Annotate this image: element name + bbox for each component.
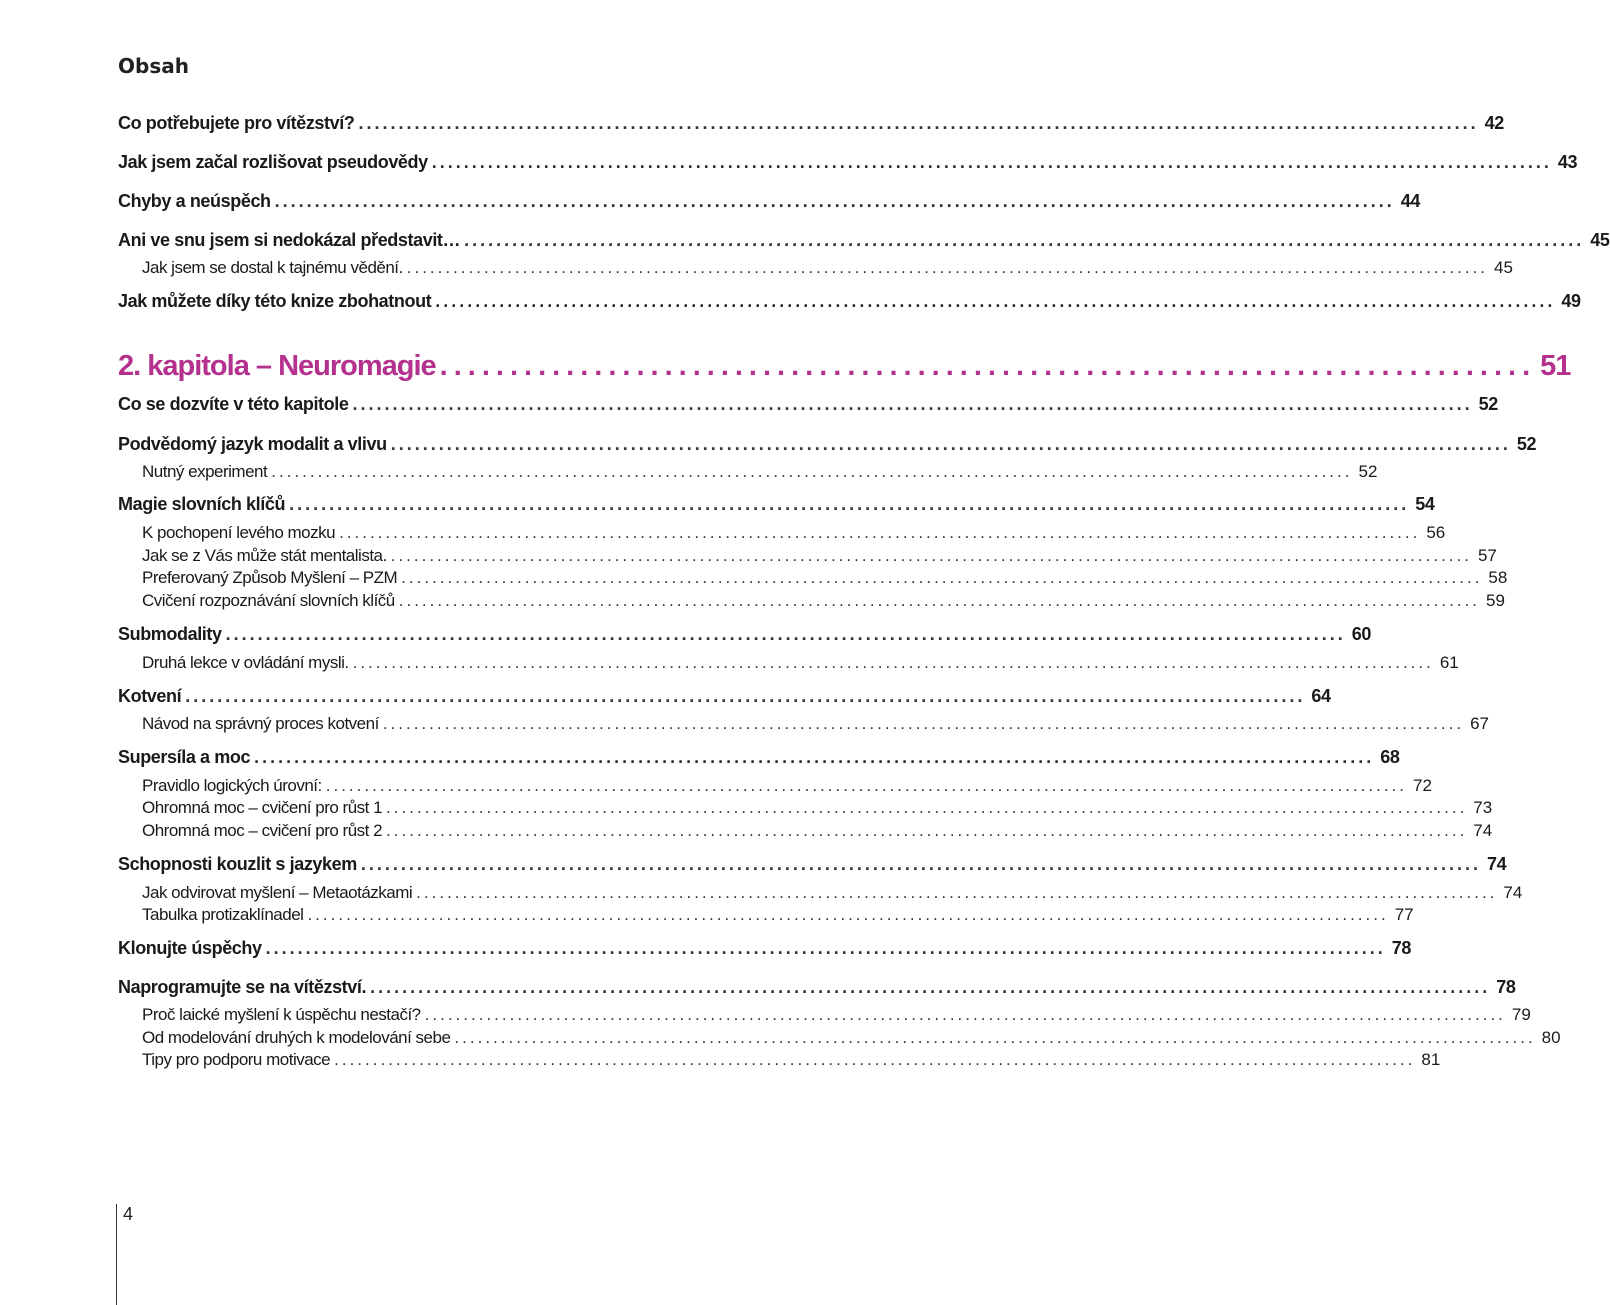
toc-entry-title: Druhá lekce v ovládání mysli. — [142, 653, 349, 672]
toc-entry[interactable] — [118, 394, 1498, 415]
toc-entry[interactable] — [118, 152, 1578, 173]
dot-leader: ............................................................................................................................................ — [225, 624, 1346, 644]
dot-leader: ............................................................................................................................................ — [274, 191, 1395, 211]
toc-entry-title: Chyby a neúspěch — [118, 191, 271, 211]
toc-entry-title: Cvičení rozpoznávání slovních klíčů — [142, 591, 395, 610]
toc-entry-page: 81 — [1421, 1050, 1441, 1069]
toc-entry-title: Jak odvirovat myšlení – Metaotázkami — [142, 883, 413, 902]
toc-chapter-page: 51 — [1540, 350, 1571, 382]
dot-leader: ............................................................................................................................................ — [464, 230, 1585, 250]
page-number: 4 — [123, 1204, 134, 1224]
dot-leader: ............................................................................................................................................ — [325, 776, 1408, 795]
toc-subentry[interactable] — [142, 258, 1513, 278]
toc-entry-title: Tabulka protizaklínadel — [142, 905, 304, 924]
toc-entry-title: Jak jsem začal rozlišovat pseudovědy — [118, 152, 428, 172]
toc-entry-title: Schopnosti kouzlit s jazykem — [118, 854, 357, 874]
dot-leader: ............................................................................................................................................ — [454, 1028, 1536, 1047]
toc-entry-page: 78 — [1391, 938, 1411, 958]
toc-entry-page: 74 — [1503, 883, 1523, 902]
toc-entry[interactable] — [118, 977, 1516, 998]
toc-entry-title: Ohromná moc – cvičení pro růst 1 — [142, 798, 383, 817]
toc-entry[interactable] — [118, 624, 1371, 645]
dot-leader: ............................................................................................................................................ — [271, 462, 1353, 481]
toc-entry-title: Co potřebujete pro vítězství? — [118, 113, 355, 133]
toc-entry[interactable] — [118, 230, 1610, 251]
dot-leader: ............................................................................................................................................ — [185, 686, 1306, 706]
toc-entry-page: 45 — [1590, 230, 1610, 250]
toc-entry-title: Jak se z Vás může stát mentalista. — [142, 546, 387, 565]
toc-entry-title: Preferovaný Způsob Myšlení – PZM — [142, 568, 398, 587]
toc-entry-page: 64 — [1311, 686, 1331, 706]
toc-chapter-heading[interactable] — [118, 350, 1571, 383]
toc-entry-title: Naprogramujte se na vítězství. — [118, 977, 367, 997]
toc-entry-title: Tipy pro podporu motivace — [142, 1050, 331, 1069]
dot-leader: ............................................................................................................................................ — [431, 152, 1552, 172]
toc-entry-title: Co se dozvíte v této kapitole — [118, 394, 349, 414]
toc-entry-page: 49 — [1561, 291, 1581, 311]
toc-subentry[interactable] — [142, 1050, 1441, 1070]
toc-chapter-title: 2. kapitola – Neuromagie — [118, 350, 436, 382]
toc-subentry[interactable] — [142, 1028, 1561, 1048]
dot-leader: ............................................................................................................................................ — [386, 798, 1468, 817]
dot-leader: ............................................................................................................................................ — [352, 394, 1473, 414]
toc-entry-page: 79 — [1511, 1005, 1531, 1024]
toc-entry[interactable] — [118, 113, 1504, 134]
dot-leader: ............................................................................................................................................ — [307, 905, 1389, 924]
toc-heading: Obsah — [118, 54, 189, 78]
toc-subentry[interactable] — [142, 462, 1378, 482]
toc-entry-page: 59 — [1486, 591, 1505, 610]
dot-leader: ............................................................................................................................................ — [416, 883, 1498, 902]
toc-entry-page: 44 — [1400, 191, 1421, 211]
toc-entry-page: 73 — [1473, 798, 1493, 817]
dot-leader: ............................................................................................................................................ — [398, 591, 1480, 610]
dot-leader: ............................................................................................................................................ — [352, 653, 1434, 672]
toc-entry-title: Pravidlo logických úrovní: — [142, 776, 322, 795]
toc-entry-title: Od modelování druhých k modelování sebe — [142, 1028, 451, 1047]
dot-leader: ............................................................................................................................................ — [370, 977, 1491, 997]
toc-entry-title: Jak můžete díky této knize zbohatnout — [118, 291, 432, 311]
toc-entry-title: Nutný experiment — [142, 462, 268, 481]
dot-leader: ............................................................................................................................................ — [334, 1050, 1416, 1069]
toc-entry-page: 45 — [1494, 258, 1513, 277]
toc-subentry[interactable] — [142, 776, 1432, 796]
dot-leader: ............................................................................................................................................ — [360, 854, 1481, 874]
dot-leader: ............................................................................................................................................ — [254, 747, 1375, 767]
dot-leader: ............................................................................................................................................ — [386, 821, 1468, 840]
dot-leader: ............................................................................................................................................ — [289, 494, 1410, 514]
toc-entry-title: Ohromná moc – cvičení pro růst 2 — [142, 821, 383, 840]
toc-entry-page: 77 — [1394, 905, 1414, 924]
toc-entry-title: Podvědomý jazyk modalit a vlivu — [118, 434, 387, 454]
toc-subentry[interactable] — [142, 546, 1497, 566]
toc-subentry[interactable] — [142, 568, 1508, 588]
toc-entry[interactable] — [118, 747, 1400, 768]
dot-leader: ............................................................................................................................................ — [339, 523, 1421, 542]
toc-subentry[interactable] — [142, 905, 1414, 925]
dot-leader: ............................................................................................................................................ — [390, 546, 1472, 565]
toc-entry-title: Submodality — [118, 624, 222, 644]
dot-leader: ............................................................................................................................................ — [424, 1005, 1506, 1024]
toc-subentry[interactable] — [142, 821, 1493, 841]
toc-entry-page: 54 — [1415, 494, 1435, 514]
toc-entry-title: Klonujte úspěchy — [118, 938, 262, 958]
toc-subentry[interactable] — [142, 883, 1523, 903]
toc-entry-page: 74 — [1473, 821, 1493, 840]
dot-leader: ............................................................................................................................................ — [390, 434, 1511, 454]
toc-entry-title: Jak jsem se dostal k tajnému vědění. — [142, 258, 403, 277]
toc-subentry[interactable] — [142, 798, 1493, 818]
toc-subentry[interactable] — [142, 591, 1505, 611]
dot-leader: .............................................................................. — [439, 350, 1537, 382]
toc-entry[interactable] — [118, 434, 1537, 455]
toc-entry-title: Magie slovních klíčů — [118, 494, 286, 514]
toc-entry[interactable] — [118, 191, 1421, 212]
toc-entry-page: 57 — [1477, 546, 1497, 565]
toc-entry-page: 72 — [1413, 776, 1432, 795]
toc-entry-title: Supersíla a moc — [118, 747, 251, 767]
toc-subentry[interactable] — [142, 653, 1459, 673]
toc-entry-title: Kotvení — [118, 686, 182, 706]
footer-rule — [116, 1204, 117, 1305]
toc-entry-page: 74 — [1487, 854, 1507, 874]
toc-entry-page: 80 — [1541, 1028, 1561, 1047]
toc-entry-title: Proč laické myšlení k úspěchu nestačí? — [142, 1005, 421, 1024]
toc-entry[interactable] — [118, 854, 1507, 875]
toc-entry[interactable] — [118, 494, 1435, 515]
toc-entry-page: 60 — [1351, 624, 1371, 644]
toc-entry-page: 68 — [1380, 747, 1400, 767]
toc-entry-page: 43 — [1557, 152, 1578, 172]
toc-subentry[interactable] — [142, 523, 1446, 543]
toc-entry-page: 78 — [1496, 977, 1516, 997]
toc-entry-page: 56 — [1426, 523, 1446, 542]
toc-entry-page: 52 — [1478, 394, 1498, 414]
dot-leader: ............................................................................................................................................ — [265, 938, 1386, 958]
toc-entry[interactable] — [118, 686, 1331, 707]
dot-leader: ............................................................................................................................................ — [406, 258, 1488, 277]
toc-entry-title: Ani ve snu jsem si nedokázal představit… — [118, 230, 461, 250]
toc-entry-page: 52 — [1358, 462, 1378, 481]
toc-entry-page: 67 — [1470, 714, 1489, 733]
toc-entry[interactable] — [118, 291, 1581, 312]
toc-entry-page: 42 — [1484, 113, 1504, 133]
toc-entry-page: 61 — [1439, 653, 1459, 672]
toc-entry-title: Návod na správný proces kotvení — [142, 714, 379, 733]
toc-entry-page: 52 — [1516, 434, 1537, 454]
toc-entry-page: 58 — [1488, 568, 1508, 587]
dot-leader: ............................................................................................................................................ — [435, 291, 1556, 311]
toc-subentry[interactable] — [142, 1005, 1531, 1025]
dot-leader: ............................................................................................................................................ — [401, 568, 1483, 587]
dot-leader: ............................................................................................................................................ — [358, 113, 1479, 133]
toc-subentry[interactable] — [142, 714, 1489, 734]
toc-entry-title: K pochopení levého mozku — [142, 523, 336, 542]
dot-leader: ............................................................................................................................................ — [382, 714, 1465, 733]
toc-entry[interactable] — [118, 938, 1411, 959]
